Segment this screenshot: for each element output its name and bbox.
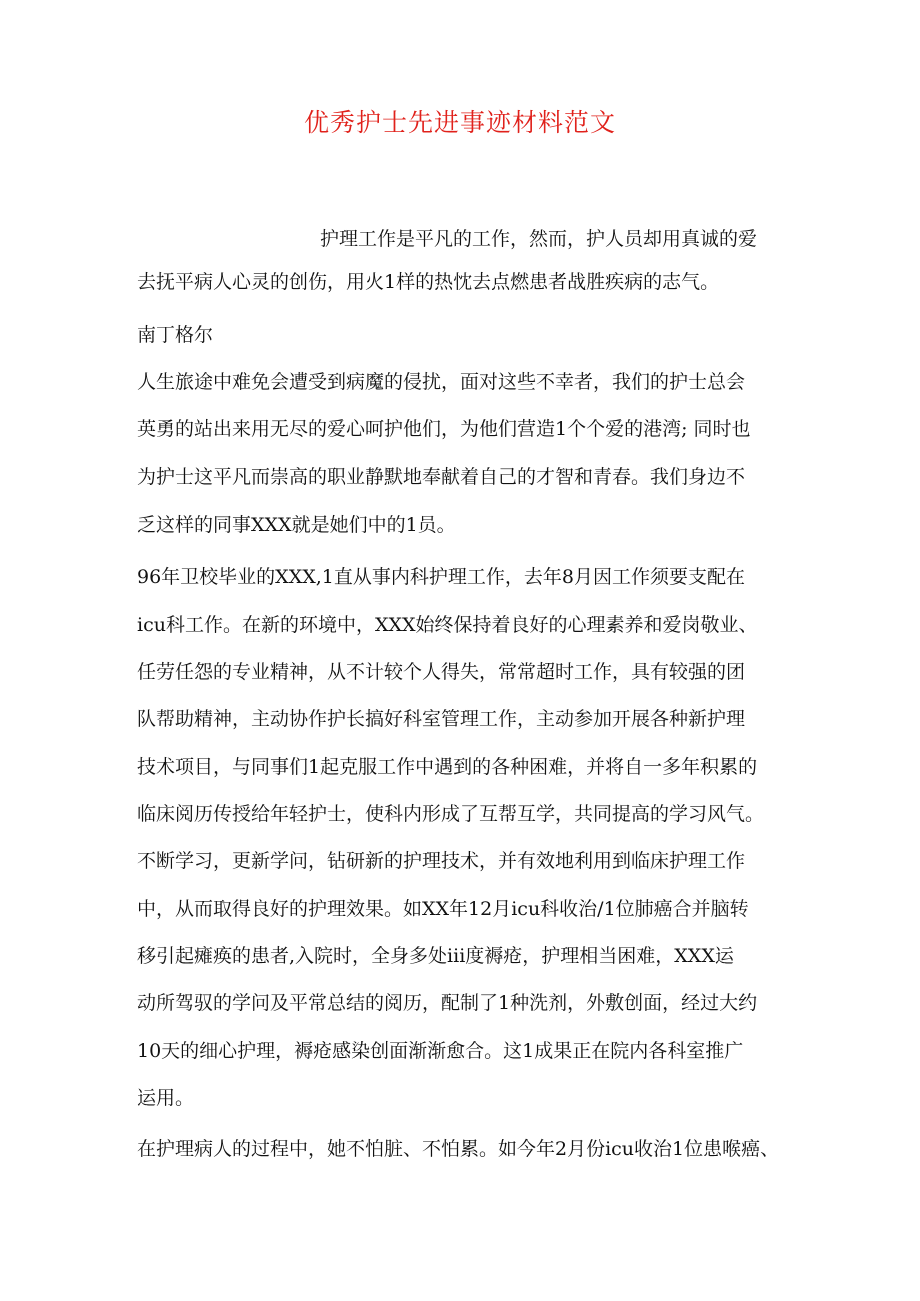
text-line: icu科工作。在新的环境中，XXX始终保持着良好的心理素养和爱岗敬业、 xyxy=(137,614,758,636)
text-line: 技术项目，与同事们1起克服工作中遇到的各种困难，并将自一多年积累的 xyxy=(137,756,758,778)
text-line: 为护士这平凡而崇高的职业静默地奉献着自己的才智和青春。我们身边不 xyxy=(137,466,746,488)
text-line: 移引起瘫痪的患者,入院时，全身多处iii度褥疮，护理相当困难，XXX运 xyxy=(137,945,734,967)
text-line: 不断学习，更新学问，钻研新的护理技术，并有效地利用到临床护理工作 xyxy=(137,850,746,872)
text-line: 队帮助精神，主动协作护长搞好科室管理工作，主动参加开展各种新护理 xyxy=(137,708,746,730)
text-line: 96年卫校毕业的XXX,1直从事内科护理工作，去年8月因工作须要支配在 xyxy=(137,566,745,588)
text-line: 动所驾驭的学问及平常总结的阅历，配制了1种洗剂，外敷创面，经过大约 xyxy=(137,992,758,1014)
text-line: 任劳任怨的专业精神，从不计较个人得失，常常超时工作，具有较强的团 xyxy=(137,661,746,683)
text-line: 临床阅历传授给年轻护士，使科内形成了互帮互学，共同提高的学习风气。 xyxy=(137,803,765,825)
text-line: 运用。 xyxy=(137,1087,195,1109)
text-line-opening-quote: 护理工作是平凡的工作，然而，护人员却用真诚的爱 xyxy=(320,228,758,250)
text-line: 10天的细心护理，褥疮感染创面渐渐愈合。这1成果正在院内各科室推广 xyxy=(137,1040,744,1062)
document-title: 优秀护士先进事迹材料范文 xyxy=(303,108,616,137)
text-line: 人生旅途中难免会遭受到病魔的侵扰，面对这些不幸者，我们的护士总会 xyxy=(137,371,746,393)
text-line: 在护理病人的过程中，她不怕脏、不怕累。如今年2月份icu收治1位患喉癌、 xyxy=(137,1138,780,1160)
text-line: 英勇的站出来用无尽的爱心呵护他们，为他们营造1个个爱的港湾; 同时也 xyxy=(137,418,751,440)
quote-author: 南丁格尔 xyxy=(137,324,214,346)
text-line: 乏这样的同事XXX就是她们中的1员。 xyxy=(137,514,456,536)
text-line: 中，从而取得良好的护理效果。如XX年12月icu科收治/1位肺癌合并脑转 xyxy=(137,898,749,920)
text-line: 去抚平病人心灵的创伤，用火1样的热忱去点燃患者战胜疾病的志气。 xyxy=(137,271,720,293)
